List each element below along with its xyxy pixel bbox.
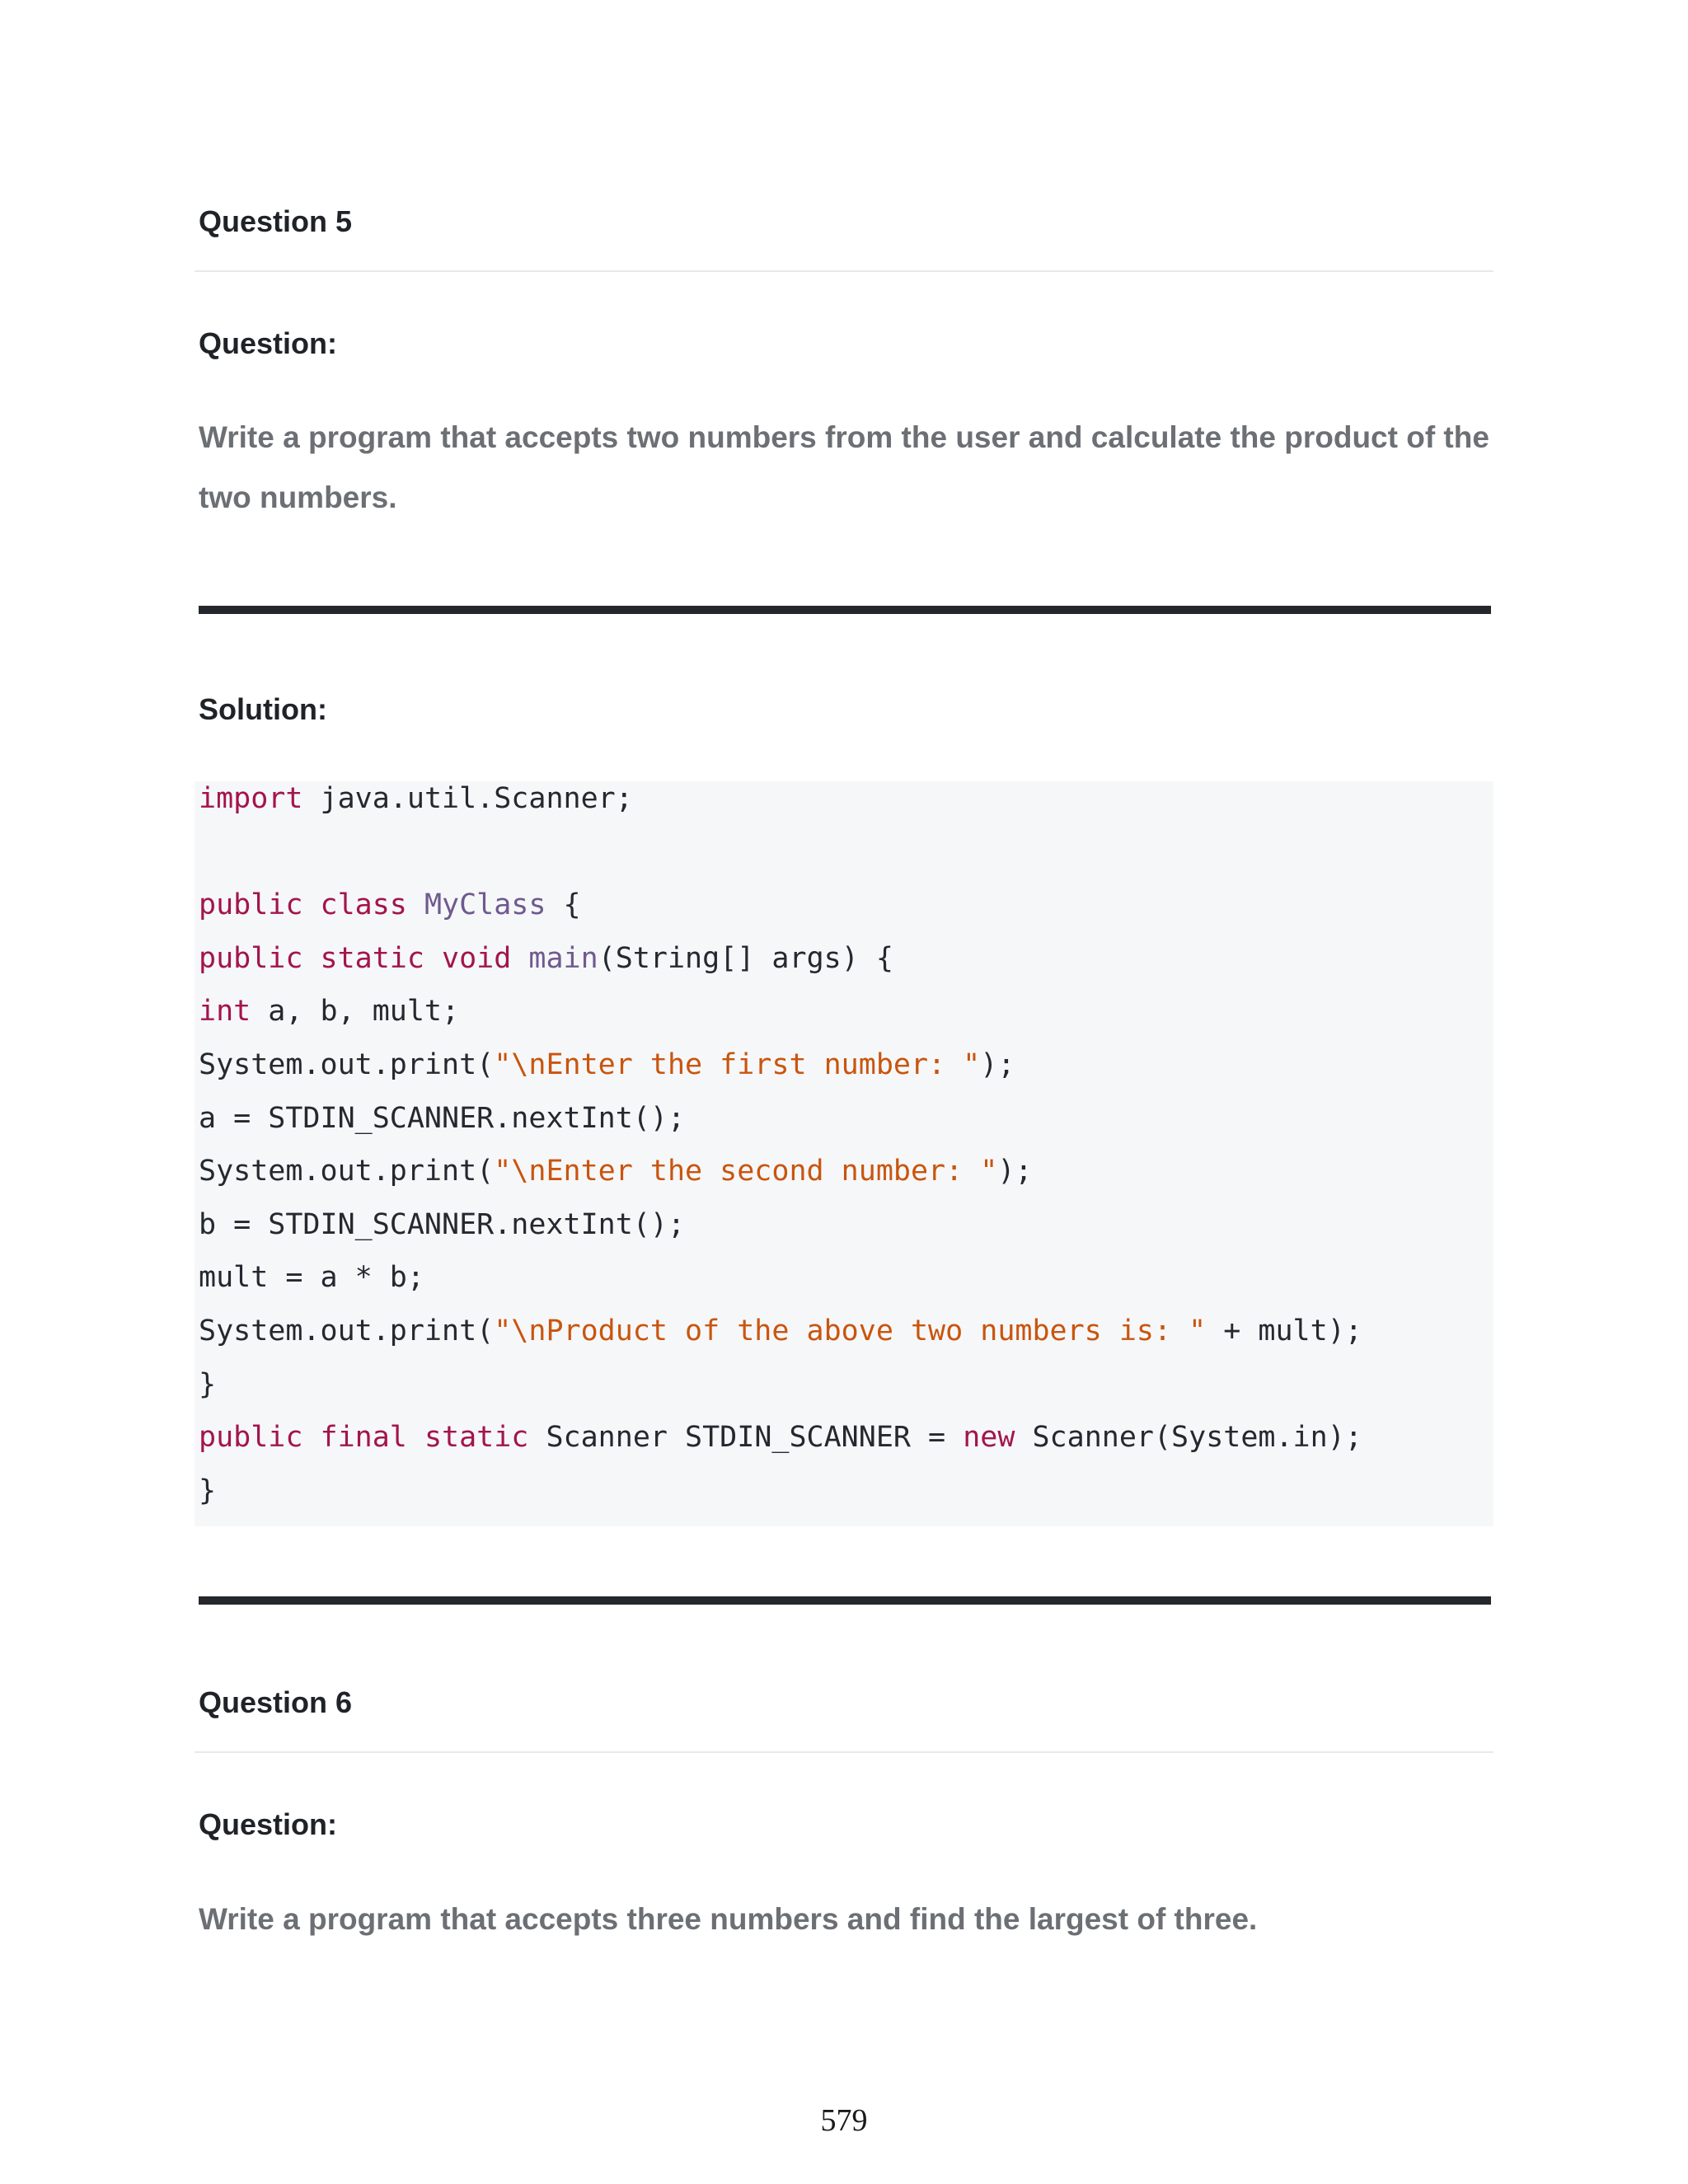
- page-number: 579: [820, 2103, 868, 2138]
- question-6-title: Question 6: [199, 1685, 353, 1719]
- code-line-12: public final static Scanner STDIN_SCANNER = new Scanner(System.in);: [199, 1421, 1362, 1454]
- solution-label: Solution:: [199, 692, 327, 726]
- section-divider-bottom: [199, 1596, 1491, 1605]
- code-line-1: import java.util.Scanner;: [199, 782, 633, 815]
- code-line-6: a = STDIN_SCANNER.nextInt();: [199, 1102, 686, 1135]
- question-5-label: Question:: [199, 326, 337, 360]
- code-line-9: mult = a * b;: [199, 1261, 424, 1294]
- code-line-11: }: [199, 1368, 217, 1401]
- question-5-title: Question 5: [199, 204, 353, 238]
- section-divider-top: [199, 606, 1491, 614]
- question-6-prompt: Write a program that accepts three numbers and find the largest of three.: [199, 1902, 1258, 1936]
- question-5-divider: [195, 270, 1493, 272]
- code-line-8: b = STDIN_SCANNER.nextInt();: [199, 1208, 686, 1241]
- code-line-3: public static void main(String[] args) {: [199, 942, 893, 975]
- question-6-divider: [195, 1751, 1493, 1753]
- code-line-10: System.out.print("\nProduct of the above two numbers is: " + mult);: [199, 1315, 1362, 1347]
- question-5-prompt: Write a program that accepts two numbers from the user and calculate the product of the two numbers.: [199, 420, 1489, 514]
- code-line-2: public class MyClass {: [199, 888, 581, 921]
- code-line-7: System.out.print("\nEnter the second number: ");: [199, 1155, 1033, 1188]
- code-line-5: System.out.print("\nEnter the first number: ");: [199, 1048, 1015, 1081]
- code-line-4: int a, b, mult;: [199, 995, 460, 1028]
- question-6-label: Question:: [199, 1807, 337, 1841]
- code-line-13: }: [199, 1474, 217, 1507]
